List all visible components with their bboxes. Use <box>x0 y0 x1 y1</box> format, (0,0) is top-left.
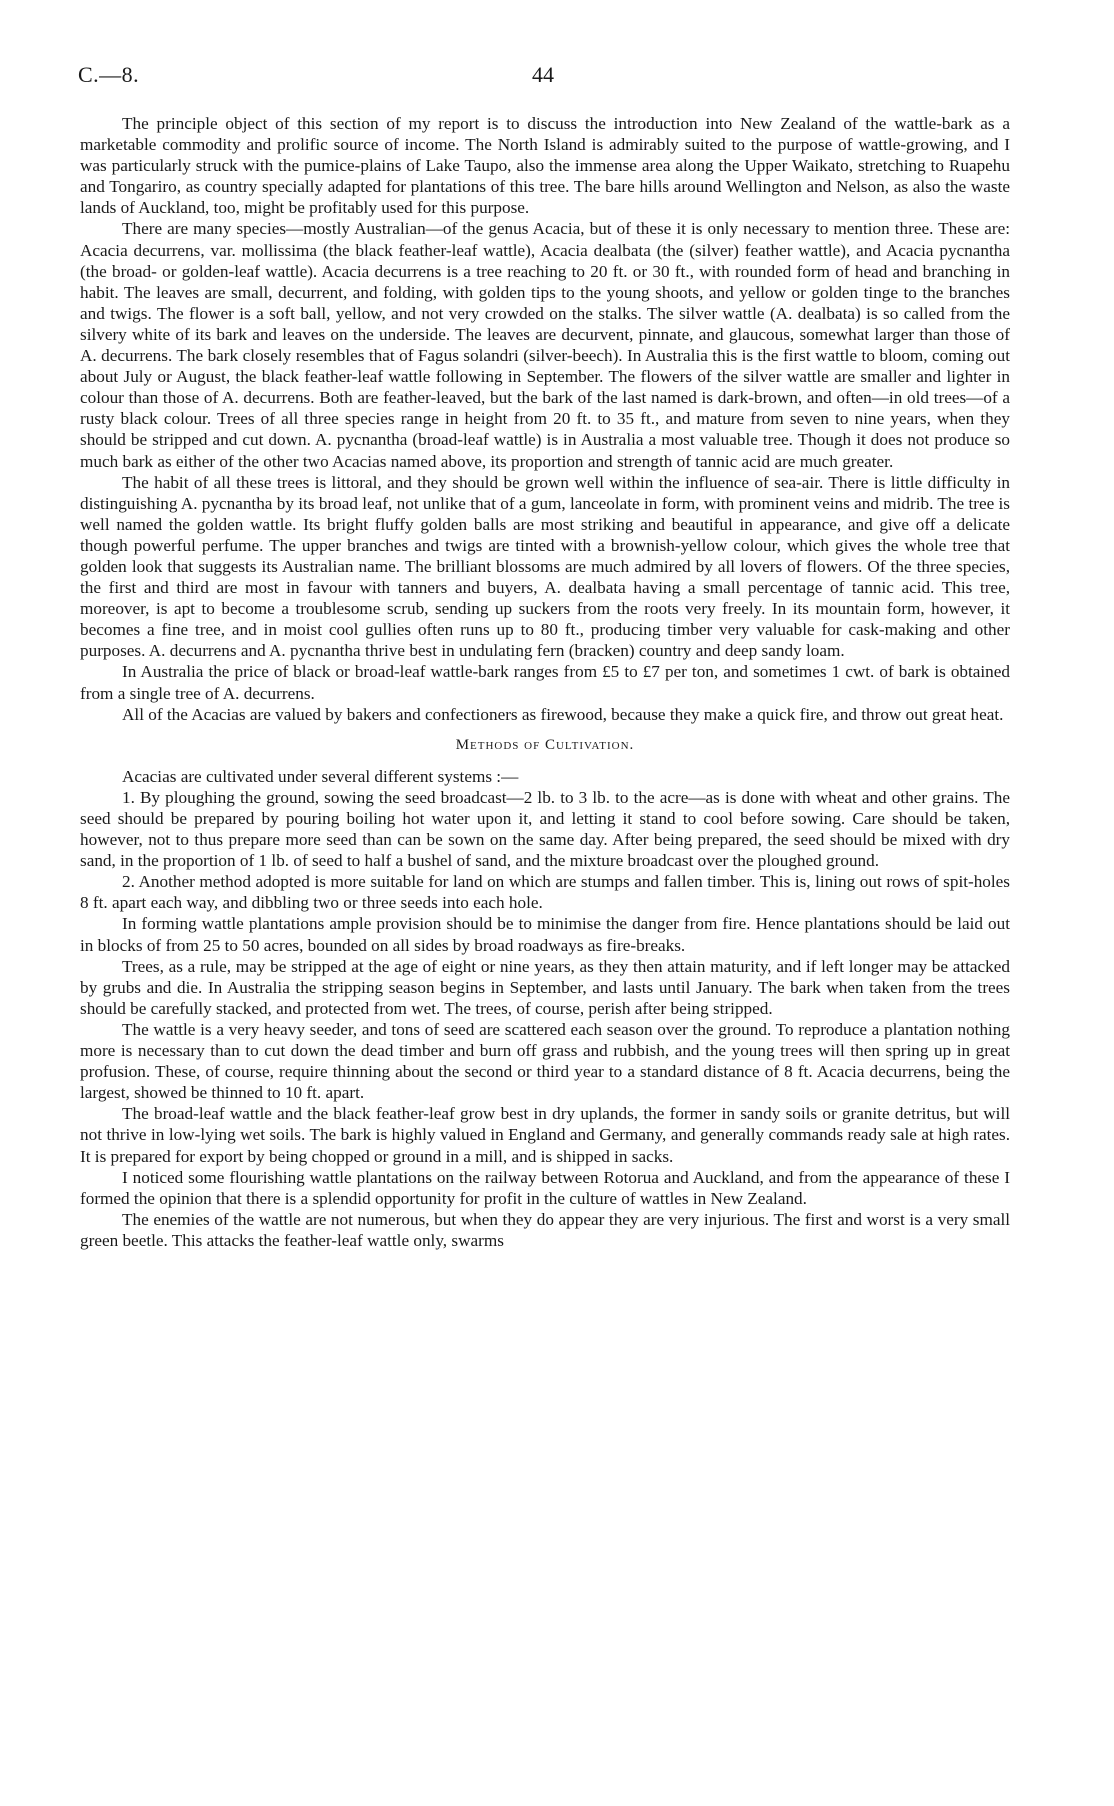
paragraph: The wattle is a very heavy seeder, and tons of seed are scattered each season over the ground. To reproduce a plantation nothing more is necessary than to cut down the dead timber and burn off grass and rubbish, and the young trees will then spring up in great profusion. These, of course, require thinning about the second or third year to a standard distance of 8 ft. Acacia decurrens, being the largest, showed be thinned to 10 ft. apart. <box>80 1019 1010 1103</box>
paragraph: The principle object of this section of my report is to discuss the introduction into New Zealand of the wattle-bark as a marketable commodity and prolific source of income. The North Island is admirably suited to the purpose of wattle-growing, and I was particularly struck with the pumice-plains of Lake Taupo, also the immense area along the Upper Waikato, stretching to Ruapehu and Tongariro, as country specially adapted for plantations of this tree. The bare hills around Wellington and Nelson, as also the waste lands of Auckland, too, might be profitably used for this purpose. <box>80 114 1010 218</box>
numbered-paragraph: 2. Another method adopted is more suitable for land on which are stumps and fallen timber. This is, lining out rows of spit-holes 8 ft. apart each way, and dibbling two or three seeds into each hole. <box>80 872 1010 913</box>
paragraph: Acacias are cultivated under several different systems :— <box>122 766 519 786</box>
paragraph: The enemies of the wattle are not numerous, but when they do appear they are very injurious. The first and worst is a very small green beetle. This attacks the feather-leaf wattle only, swarms <box>80 1209 1010 1250</box>
paragraph: The broad-leaf wattle and the black feather-leaf grow best in dry uplands, the former in sandy soils or granite detritus, but will not thrive in low-lying wet soils. The bark is highly valued in England and Germany, and generally commands ready sale at high rates. It is prepared for export by being chopped or ground in a mill, and is shipped in sacks. <box>80 1104 1010 1166</box>
page-number: 44 <box>532 62 554 87</box>
numbered-paragraph: 1. By ploughing the ground, sowing the seed broadcast—2 lb. to 3 lb. to the acre—as is done with wheat and other grains. The seed should be prepared by pouring boiling hot water upon it, and letting it stand to cool before sowing. Care should be taken, however, not to thus prepare more seed than can be sown on the same day. After being prepared, the seed should be mixed with dry sand, in the proportion of 1 lb. of seed to half a bushel of sand, and the mixture broadcast over the ploughed ground. <box>80 787 1010 871</box>
page-header <box>78 62 1048 92</box>
body-text <box>80 113 1010 1251</box>
paragraph: In forming wattle plantations ample provision should be to minimise the danger from fire. Hence plantations should be laid out in blocks of from 25 to 50 acres, bounded on all sides by broad roadways as fire-breaks. <box>80 914 1010 955</box>
paragraph: There are many species—mostly Australian—of the genus Acacia, but of these it is only necessary to mention three. These are: Acacia decurrens, var. mollissima (the black feather-leaf wattle), Acacia dealbata (the (silver) feather wattle), and Acacia pycnantha (the broad- or golden-leaf wattle). Acacia decurrens is a tree reaching to 20 ft. or 30 ft., with rounded form of head and branching in habit. The leaves are small, decurrent, and folding, with golden tips to the young shoots, and yellow or golden tinge to the branches and twigs. The flower is a soft ball, yellow, and not very crowded on the stalks. The silver wattle (A. dealbata) is so called from the silvery white of its bark and leaves on the underside. The leaves are decurvent, pinnate, and glaucous, somewhat larger than those of A. decurrens. The bark closely resembles that of Fagus solandri (silver-beech). In Australia this is the first wattle to bloom, coming out about July or August, the black feather-leaf wattle following in September. The flowers of the silver wattle are smaller and lighter in colour than those of A. decurrens. Both are feather-leaved, but the bark of the last named is dark-brown, and often—in old trees—of a rusty black colour. Trees of all three species range in height from 20 ft. to 35 ft., and mature from seven to nine years, when they should be stripped and cut down. A. pycnantha (broad-leaf wattle) is in Australia a most valuable tree. Though it does not produce so much bark as either of the other two Acacias named above, its proportion and strength of tannic acid are much greater. <box>80 219 1010 471</box>
paragraph: In Australia the price of black or broad-leaf wattle-bark ranges from £5 to £7 per ton, and sometimes 1 cwt. of bark is obtained from a single tree of A. decurrens. <box>80 662 1010 703</box>
document-reference: C.—8. <box>78 62 140 87</box>
paragraph: All of the Acacias are valued by bakers and confectioners as firewood, because they make a quick fire, and throw out great heat. <box>122 704 1004 724</box>
paragraph: Trees, as a rule, may be stripped at the age of eight or nine years, as they then attain maturity, and if left longer may be attacked by grubs and die. In Australia the stripping season begins in September, and lasts until January. The bark when taken from the trees should be carefully stacked, and protected from wet. The trees, of course, perish after being stripped. <box>80 956 1010 1018</box>
section-heading: Methods of Cultivation. <box>455 736 635 753</box>
paragraph: I noticed some flourishing wattle plantations on the railway between Rotorua and Auckland, and from the appearance of these I formed the opinion that there is a splendid opportunity for profit in the culture of wattles in New Zealand. <box>80 1167 1010 1208</box>
paragraph: The habit of all these trees is littoral, and they should be grown well within the influence of sea-air. There is little difficulty in distinguishing A. pycnantha by its broad leaf, not unlike that of a gum, lanceolate in form, with prominent veins and midrib. The tree is well named the golden wattle. Its bright fluffy golden balls are most striking and beautiful in appearance, and give off a delicate though powerful perfume. The upper branches and twigs are tinted with a brownish-yellow colour, which gives the whole tree that golden look that suggests its Australian name. The brilliant blossoms are much admired by all lovers of flowers. Of the three species, the first and third are most in favour with tanners and buyers, A. dealbata having a small percentage of tannic acid. This tree, moreover, is apt to become a troublesome scrub, sending up suckers from the roots very freely. In its mountain form, however, it becomes a fine tree, and in moist cool gullies often runs up to 80 ft., producing timber very valuable for cask-making and other purposes. A. decurrens and A. pycnantha thrive best in undulating fern (bracken) country and deep sandy loam. <box>80 472 1010 661</box>
